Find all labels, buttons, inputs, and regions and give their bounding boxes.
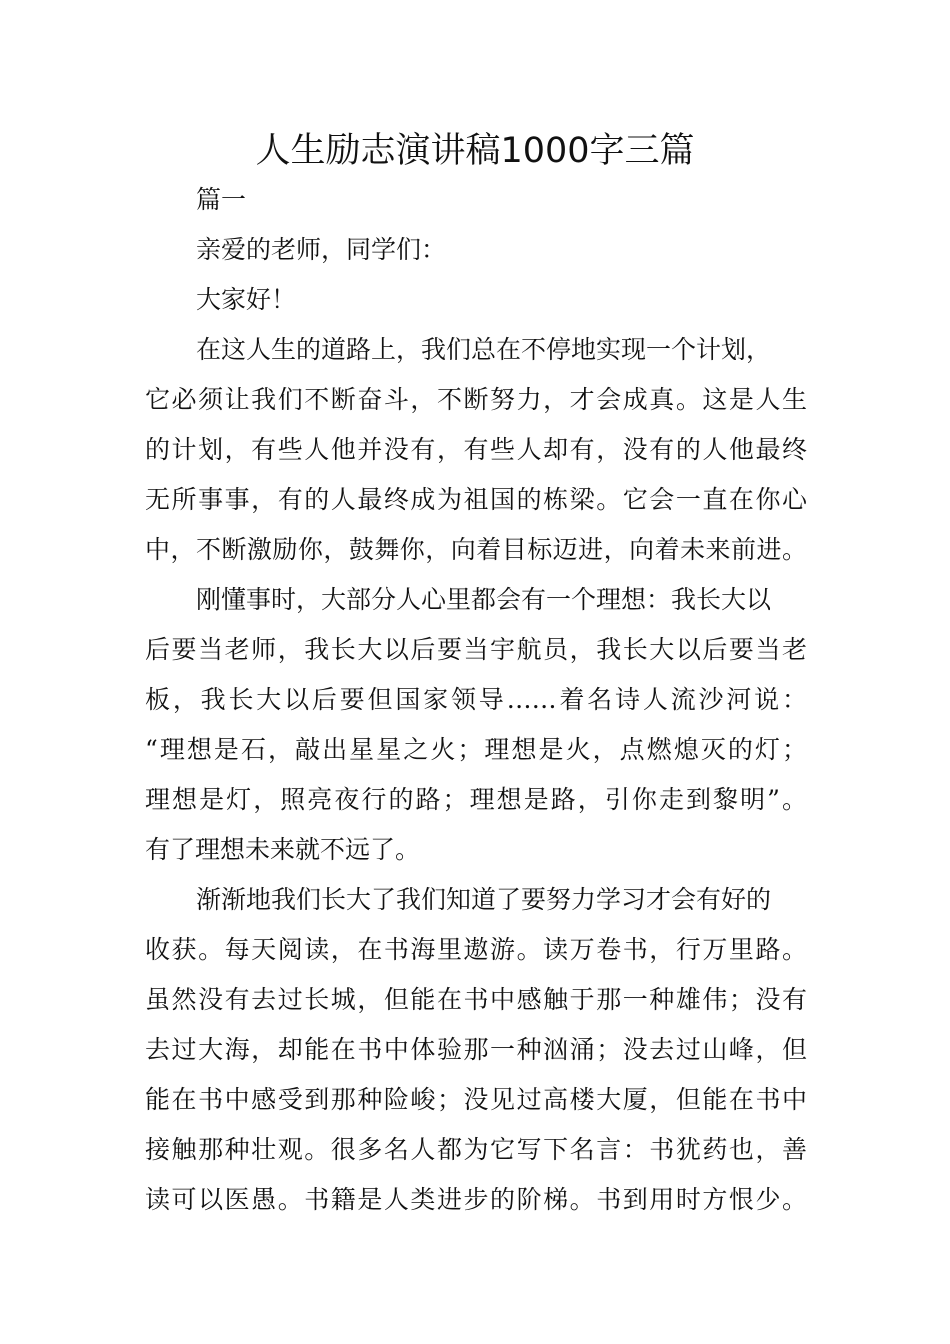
paragraph-line: 它必须让我们不断奋斗，不断努力，才会成真。这是人生 bbox=[145, 385, 807, 414]
paragraph-line: 渐渐地我们长大了我们知道了要努力学习才会有好的 bbox=[196, 885, 772, 914]
paragraph-line: 能在书中感受到那种险峻；没见过高楼大厦，但能在书中 bbox=[145, 1085, 807, 1114]
paragraph-line: 读可以医愚。书籍是人类进步的阶梯。书到用时方恨少。 bbox=[145, 1185, 807, 1214]
section-label: 篇一 bbox=[196, 185, 247, 214]
paragraph-line: 中，不断激励你，鼓舞你，向着目标迈进，向着未来前进。 bbox=[145, 535, 807, 564]
paragraph-line: 虽然没有去过长城，但能在书中感触于那一种雄伟；没有 bbox=[145, 985, 807, 1014]
paragraph-line: 刚懂事时，大部分人心里都会有一个理想：我长大以 bbox=[196, 585, 772, 614]
paragraph-line: 去过大海，却能在书中体验那一种汹涌；没去过山峰，但 bbox=[145, 1035, 807, 1064]
salutation: 亲爱的老师，同学们： bbox=[196, 235, 447, 264]
paragraph-line: 有了理想未来就不远了。 bbox=[145, 835, 421, 864]
paragraph-line: 无所事事，有的人最终成为祖国的栋梁。它会一直在你心 bbox=[145, 485, 807, 514]
paragraph-line: 的计划，有些人他并没有，有些人却有，没有的人他最终 bbox=[145, 435, 807, 464]
paragraph-line: “理想是石，敲出星星之火；理想是火，点燃熄灭的灯； bbox=[145, 735, 807, 764]
greeting: 大家好！ bbox=[196, 285, 297, 314]
paragraph-line: 接触那种壮观。很多名人都为它写下名言：书犹药也，善 bbox=[145, 1135, 807, 1164]
paragraph-line: 板，我长大以后要但国家领导……着名诗人流沙河说： bbox=[145, 685, 807, 714]
paragraph-line: 收获。每天阅读，在书海里遨游。读万卷书，行万里路。 bbox=[145, 935, 807, 964]
paragraph-line: 后要当老师，我长大以后要当宇航员，我长大以后要当老 bbox=[145, 635, 807, 664]
paragraph-line: 在这人生的道路上，我们总在不停地实现一个计划， bbox=[196, 335, 772, 364]
document-title: 人生励志演讲稿1000字三篇 bbox=[255, 131, 695, 171]
paragraph-line: 理想是灯，照亮夜行的路；理想是路，引你走到黎明”。 bbox=[145, 785, 807, 814]
